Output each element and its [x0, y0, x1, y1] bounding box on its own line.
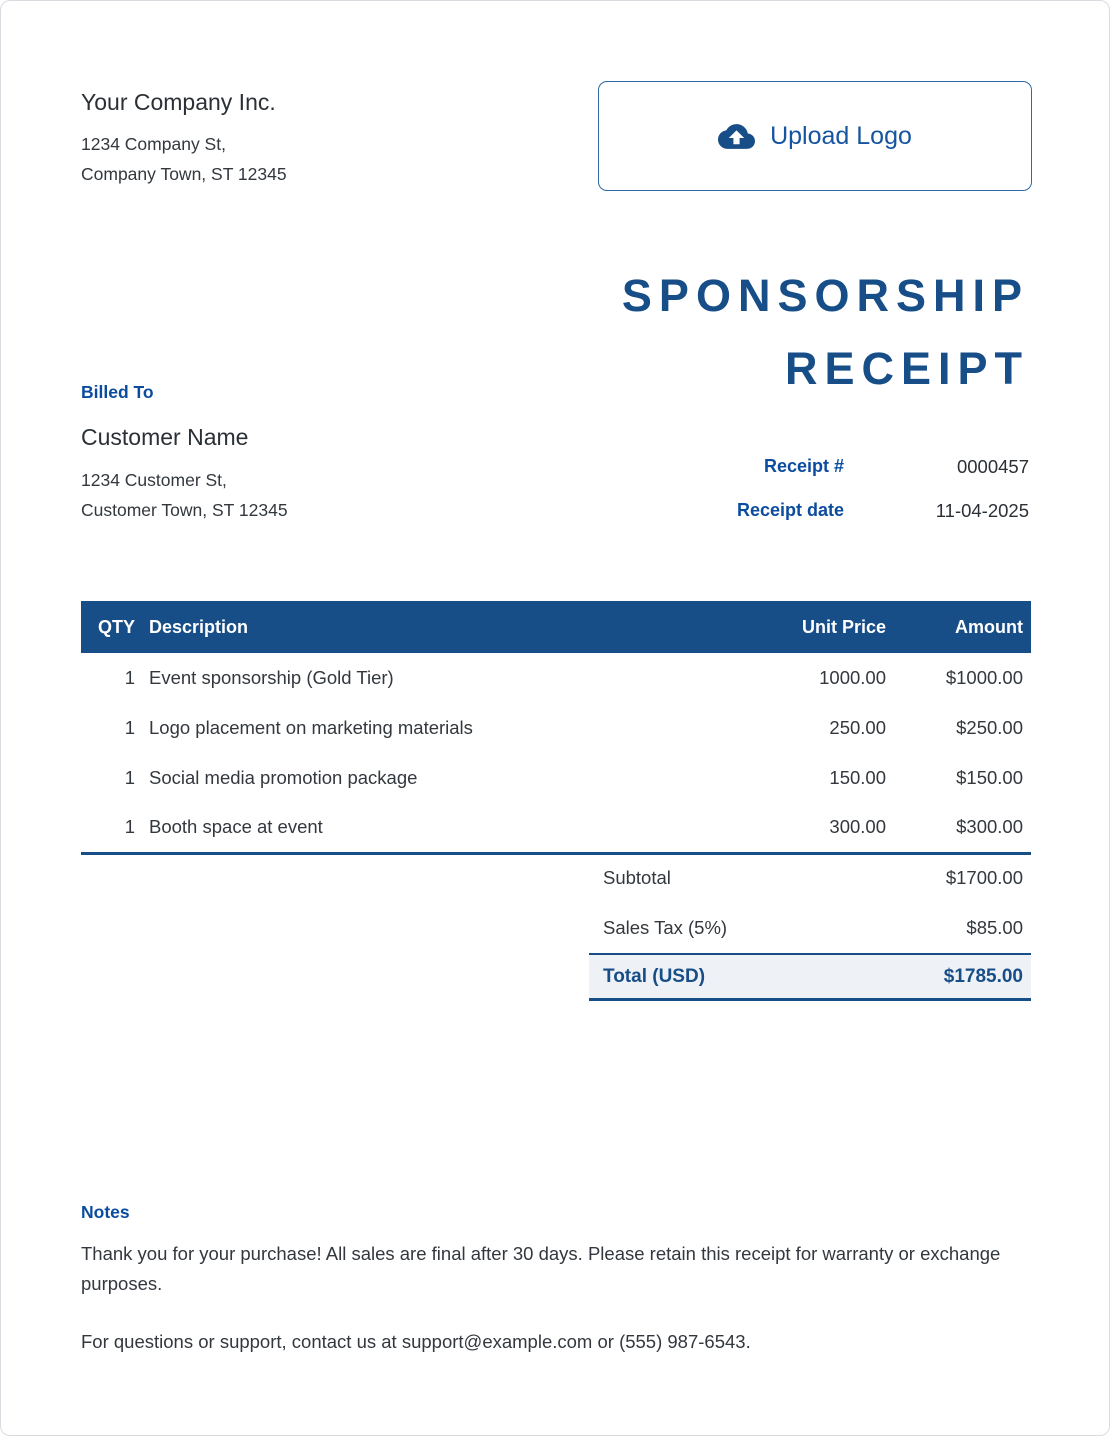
upload-logo-label: Upload Logo: [770, 121, 912, 150]
receipt-date-value: 11-04-2025: [935, 500, 1029, 521]
item-amount: $150.00: [956, 767, 1023, 788]
company-name: Your Company Inc.: [81, 89, 276, 115]
customer-address-line2: Customer Town, ST 12345: [81, 500, 288, 520]
receipt-date-label: Receipt date: [736, 500, 844, 520]
receipt-number-value: 0000457: [956, 456, 1029, 477]
item-amount: $1000.00: [945, 667, 1023, 688]
total-label: Total (USD): [603, 965, 706, 987]
upload-logo-button[interactable]: [598, 81, 1032, 191]
items-table-header: [81, 601, 1031, 653]
item-qty: 1: [124, 767, 135, 788]
notes-label: Notes: [81, 1202, 130, 1222]
sales-tax-row: [589, 903, 1031, 953]
item-amount: $250.00: [956, 717, 1023, 738]
total-row: [589, 953, 1031, 1001]
notes-block: [81, 1202, 1033, 1357]
table-row: [81, 703, 1031, 753]
sales-tax-value: $85.00: [966, 917, 1023, 938]
company-address-line1: 1234 Company St,: [81, 134, 226, 154]
customer-address: [81, 465, 288, 525]
sales-tax-label: Sales Tax (5%): [603, 917, 728, 938]
subtotal-label: Subtotal: [603, 867, 671, 888]
customer-name: Customer Name: [81, 424, 249, 450]
table-row: [81, 753, 1031, 803]
item-description: Event sponsorship (Gold Tier): [149, 667, 394, 688]
company-block: [81, 89, 287, 189]
item-unit-price: 150.00: [829, 767, 886, 788]
item-qty: 1: [124, 717, 135, 738]
cloud-upload-icon: [718, 118, 755, 155]
customer-address-line1: 1234 Customer St,: [81, 470, 227, 490]
item-unit-price: 250.00: [829, 717, 886, 738]
table-row: [81, 803, 1031, 853]
item-qty: 1: [124, 667, 135, 688]
receipt-number-label: Receipt #: [763, 456, 844, 476]
document-title-line2: RECEIPT: [784, 343, 1029, 394]
table-row: [81, 653, 1031, 703]
totals-block: [589, 853, 1031, 1001]
subtotal-value: $1700.00: [945, 867, 1023, 888]
receipt-meta: [737, 452, 1029, 525]
item-unit-price: 300.00: [829, 816, 886, 838]
unit-price-column-header: Unit Price: [736, 601, 886, 653]
notes-paragraph: Thank you for your purchase! All sales are final after 30 days. Please retain this receipt for warranty or exchange purposes.: [81, 1243, 1001, 1294]
item-amount: $300.00: [956, 816, 1023, 838]
qty-column-header: QTY: [81, 601, 135, 653]
document-title-line1: SPONSORSHIP: [621, 270, 1029, 321]
amount-column-header: Amount: [886, 601, 1031, 653]
item-unit-price: 1000.00: [819, 667, 886, 688]
total-value: $1785.00: [943, 965, 1023, 987]
billed-to-block: [81, 382, 288, 525]
items-table: [81, 601, 1031, 855]
company-address: [81, 129, 287, 189]
item-description: Social media promotion package: [149, 767, 418, 788]
subtotal-row: [589, 853, 1031, 903]
billed-to-label: Billed To: [81, 382, 154, 402]
document-title: [622, 259, 1029, 405]
item-description: Booth space at event: [149, 816, 323, 838]
item-description: Logo placement on marketing materials: [149, 717, 473, 738]
item-qty: 1: [124, 816, 135, 838]
notes-contact-paragraph: For questions or support, contact us at support@example.com or (555) 987-6543.: [81, 1331, 751, 1352]
description-column-header: Description: [135, 601, 736, 653]
company-address-line2: Company Town, ST 12345: [81, 164, 287, 184]
